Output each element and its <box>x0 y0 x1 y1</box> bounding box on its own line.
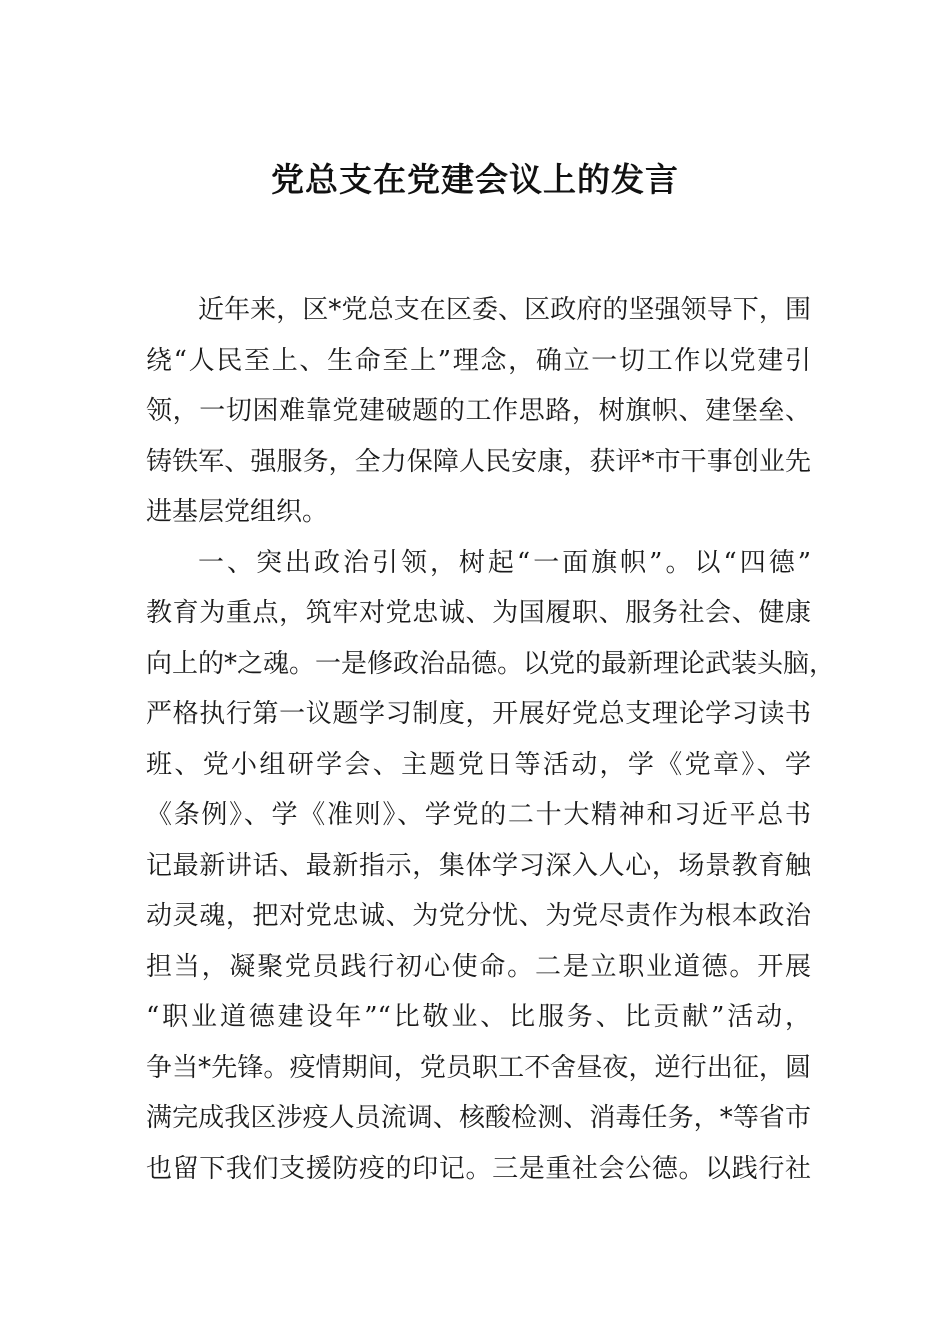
paragraph-line: 教育为重点，筑牢对党忠诚、为国履职、服务社会、健康 <box>146 598 811 628</box>
paragraph-line: 绕“人民至上、生命至上”理念，确立一切工作以党建引 <box>146 345 811 376</box>
paragraph-line: 向上的*之魂。一是修政治品德。以党的最新理论武装头脑， <box>146 648 836 679</box>
paragraph-line: 一、突出政治引领，树起“一面旗帜”。以“四德” <box>198 547 811 578</box>
paragraph-line: 铸铁军、强服务，全力保障人民安康，获评*市干事创业先 <box>146 446 811 477</box>
paragraph-line: “职业道德建设年”“比敬业、比服务、比贡献”活动， <box>146 1002 811 1032</box>
paragraph-section-one <box>146 538 836 1195</box>
paragraph-line: 满完成我区涉疫人员流调、核酸检测、消毒任务，*等省市 <box>146 1103 811 1133</box>
paragraph-line: 领，一切困难靠党建破题的工作思路，树旗帜、建堡垒、 <box>146 396 811 426</box>
paragraph-line: 近年来，区*党总支在区委、区政府的坚强领导下，围 <box>198 295 811 325</box>
paragraph-line: 担当，凝聚党员践行初心使命。二是立职业道德。开展 <box>146 951 811 982</box>
paragraph-line: 记最新讲话、最新指示，集体学习深入人心，场景教育触 <box>146 850 811 881</box>
paragraph-line: 严格执行第一议题学习制度，开展好党总支理论学习读书 <box>146 699 811 729</box>
paragraph-line: 《条例》、学《准则》、学党的二十大精神和习近平总书 <box>146 800 811 830</box>
paragraph-line: 班、党小组研学会、主题党日等活动，学《党章》、学 <box>146 749 811 780</box>
paragraph-intro <box>146 285 811 538</box>
document-body <box>146 285 836 1194</box>
paragraph-line: 也留下我们支援防疫的印记。三是重社会公德。以践行社 <box>146 1153 811 1184</box>
paragraph-line: 争当*先锋。疫情期间，党员职工不舍昼夜，逆行出征，圆 <box>146 1052 811 1083</box>
document-title: 党总支在党建会议上的发言 <box>271 160 679 199</box>
paragraph-line: 动灵魂，把对党忠诚、为党分忧、为党尽责作为根本政治 <box>146 901 811 931</box>
paragraph-line: 进基层党组织。 <box>146 497 329 527</box>
